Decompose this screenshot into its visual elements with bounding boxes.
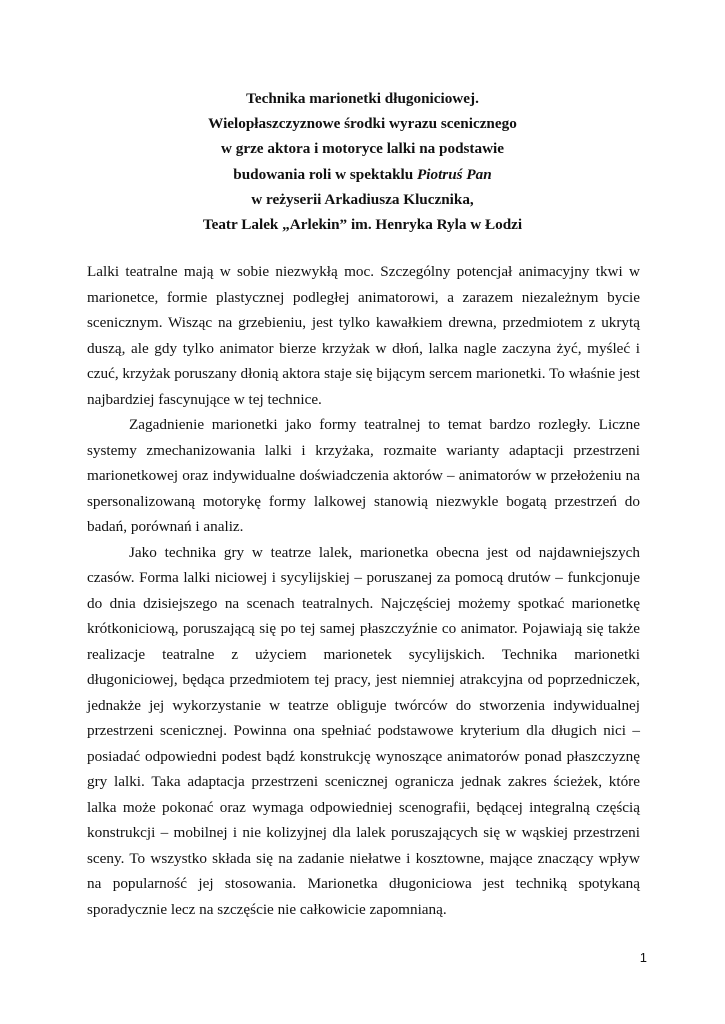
- title-line: Wielopłaszczyznowe środki wyrazu scenicznego: [208, 115, 517, 133]
- paragraph: Lalki teatralne mają w sobie niezwykłą moc. Szczególny potencjał animacyjny tkwi w marionetce, formie plastycznej podległej animatorowi, a zarazem niezależnym bycie scenicznym. Wisząc na grzebieniu, jest tylko kawałkiem drewna, przedmiotem z ukrytą duszą, ale gdy tylko animator bierze krzyżak w dłoń, lalka nagle zaczyna żyć, myśleć i czuć, krzyżak poruszany dłonią aktora staje się bijącym sercem marionetki. To właśnie jest najbardziej fascynujące w tej technice.: [87, 263, 640, 408]
- page-number: 1: [639, 950, 647, 965]
- play-title: Piotruś Pan: [417, 165, 492, 183]
- paragraph: Zagadnienie marionetki jako formy teatralnej to temat bardzo rozległy. Liczne systemy zmechanizowania lalki i krzyżaka, rozmaite warianty adaptacji przestrzeni marionetkowej oraz indywidualne doświadczenia aktorów – animatorów w przełożeniu na spersonalizowaną motorykę formy lalkowej stanowią niezwykle bogatą przestrzeń do badań, porównań i analiz.: [87, 416, 640, 535]
- title-line: [60, 162, 665, 187]
- paragraph: Jako technika gry w teatrze lalek, marionetka obecna jest od najdawniejszych czasów. Forma lalki niciowej i sycylijskiej – poruszanej za pomocą drutów – funkcjonuje do dnia dzisiejszego na scenach teatralnych. Najczęściej możemy spotkać marionetkę krótkoniciową, poruszającą się po tej samej płaszczyźnie co animator. Pojawiają się także realizacje teatralne z użyciem marionetek sycylijskich. Technika marionetki długoniciowej, będąca przedmiotem tej pracy, jest niemniej atrakcyjna od poprzedniczek, jednakże jej wykorzystanie w teatrze obliguje twórców do stworzenia indywidualnej przestrzeni scenicznej. Powinna ona spełniać podstawowe kryterium dla długich nici – posiadać odpowiedni podest bądź konstrukcję wynoszące animatorów ponad płaszczyznę gry lalki. Taka adaptacja przestrzeni scenicznej ogranicza jednak zakres ścieżek, które lalka może pokonać oraz wymaga odpowiedniej scenografii, będącej integralną częścią konstrukcji – mobilnej i nie kolizyjnej dla lalek poruszających się w wąskiej przestrzeni sceny. To wszystko składa się na zadanie niełatwe i kosztowne, mające znaczący wpływ na popularność jej stosowania. Marionetka długoniciowa jest techniką spotykaną sporadycznie lecz na szczęście nie całkowicie zapomnianą.: [87, 543, 640, 918]
- title-line: Teatr Lalek „Arlekin” im. Henryka Ryla w Łodzi: [202, 216, 523, 234]
- title-line: w grze aktora i motoryce lalki na podstawie: [220, 140, 505, 158]
- title-line: Technika marionetki długoniciowej.: [246, 90, 479, 107]
- title-line: w reżyserii Arkadiusza Klucznika,: [251, 190, 474, 208]
- title-text: budowania roli w spektaklu: [233, 165, 417, 183]
- body-text: [87, 259, 640, 922]
- document-title: [60, 86, 665, 237]
